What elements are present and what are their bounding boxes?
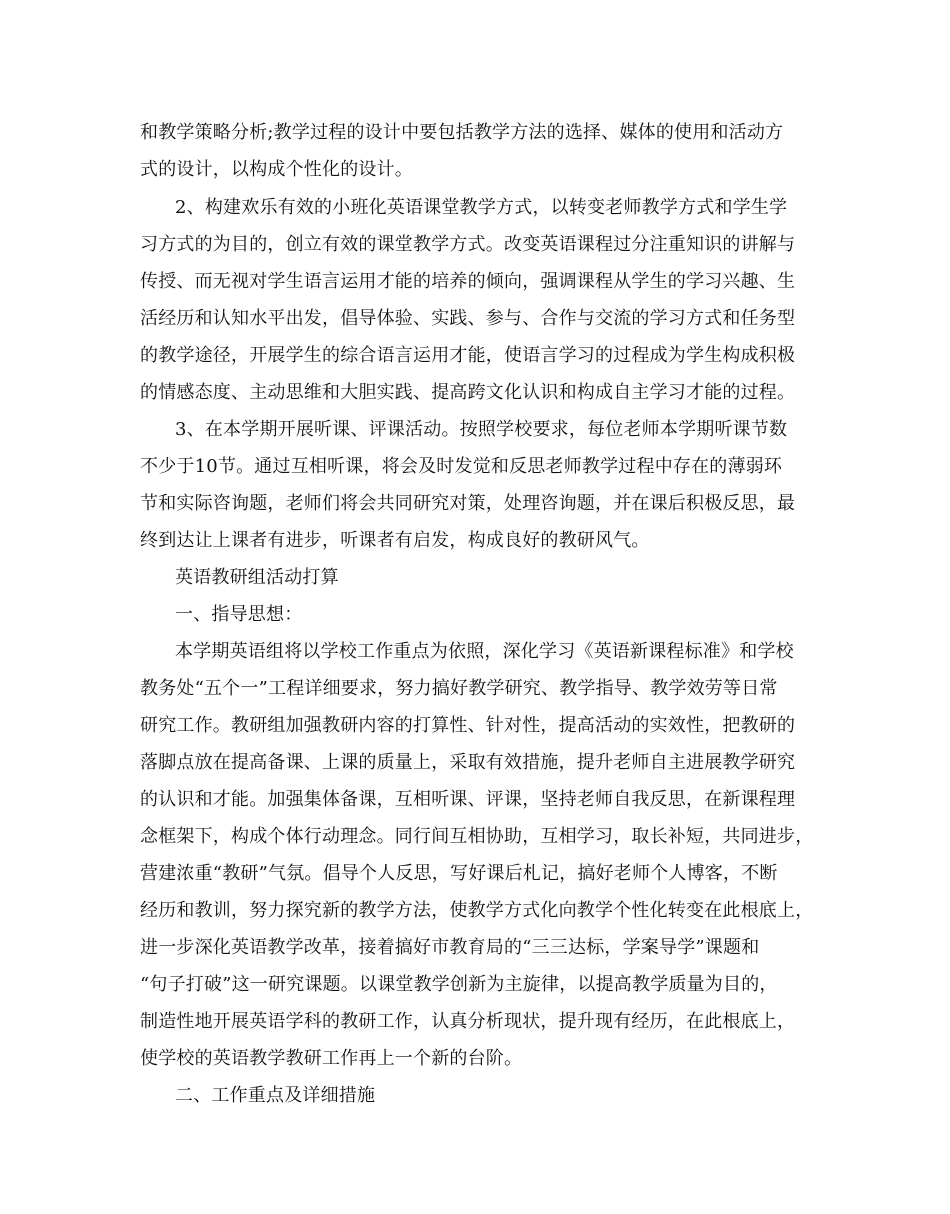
text-line: 节和实际咨询题，老师们将会共同研究对策，处理咨询题，并在课后积极反思，最 (140, 493, 796, 514)
text-line: 的教学途径，开展学生的综合语言运用才能，使语言学习的过程成为学生构成积极 (140, 345, 796, 366)
text-line: 式的设计，以构成个性化的设计。 (140, 159, 413, 180)
text-line: 3、在本学期开展听课、评课活动。按照学校要求，每位老师本学期听课节数 (175, 419, 788, 440)
text-line: 落脚点放在提高备课、上课的质量上，采取有效措施，提升老师自主进展教学研究 (140, 752, 796, 773)
text-line: 本学期英语组将以学校工作重点为依照，深化学习《英语新课程标准》和学校 (175, 641, 794, 662)
section-heading: 英语教研组活动打算 (175, 567, 339, 588)
text-line: 传授、而无视对学生语言运用才能的培养的倾向，强调课程从学生的学习兴趣、生 (140, 271, 796, 292)
text-line: 习方式的为目的，创立有效的课堂教学方式。改变英语课程过分注重知识的讲解与 (140, 234, 796, 255)
text-line: 的认识和才能。加强集体备课，互相听课、评课，坚持老师自我反思，在新课程理 (140, 789, 796, 810)
text-line: 的情感态度、主动思维和大胆实践、提高跨文化认识和构成自主学习才能的过程。 (140, 382, 796, 403)
text-line: 终到达让上课者有进步，听课者有启发，构成良好的教研风气。 (140, 530, 650, 551)
text-line: “句子打破”这一研究课题。以课堂教学创新为主旋律，以提高教学质量为目的， (140, 974, 778, 995)
text-line: 经历和教训，努力探究新的教学方法，使教学方式化向教学个性化转变在此根底上， (140, 900, 814, 921)
text-line: 和教学策略分析;教学过程的设计中要包括教学方法的选择、媒体的使用和活动方 (140, 122, 784, 143)
text-line: 研究工作。教研组加强教研内容的打算性、针对性，提高活动的实效性，把教研的 (140, 715, 796, 736)
text-line: 念框架下，构成个体行动理念。同行间互相协助，互相学习，取长补短，共同进步， (140, 826, 814, 847)
text-line: 营建浓重“教研”气氛。倡导个人反思，写好课后札记，搞好老师个人博客，不断 (140, 863, 778, 884)
text-line: 教务处“五个一”工程详细要求，努力搞好教学研究、教学指导、教学效劳等日常 (140, 678, 778, 699)
text-line: 2、构建欢乐有效的小班化英语课堂教学方式，以转变老师教学方式和学生学 (175, 197, 788, 218)
section-heading: 二、工作重点及详细措施 (175, 1085, 376, 1106)
text-line: 使学校的英语教学教研工作再上一个新的台阶。 (140, 1048, 523, 1069)
section-heading: 一、指导思想： (175, 604, 303, 625)
text-line: 活经历和认知水平出发，倡导体验、实践、参与、合作与交流的学习方式和任务型 (140, 308, 796, 329)
text-line: 进一步深化英语教学改革，接着搞好市教育局的“三三达标，学案导学”课题和 (140, 937, 760, 958)
text-line: 制造性地开展英语学科的教研工作，认真分析现状，提升现有经历，在此根底上， (140, 1011, 796, 1032)
text-line: 不少于10节。通过互相听课，将会及时发觉和反思老师教学过程中存在的薄弱环 (140, 456, 783, 477)
